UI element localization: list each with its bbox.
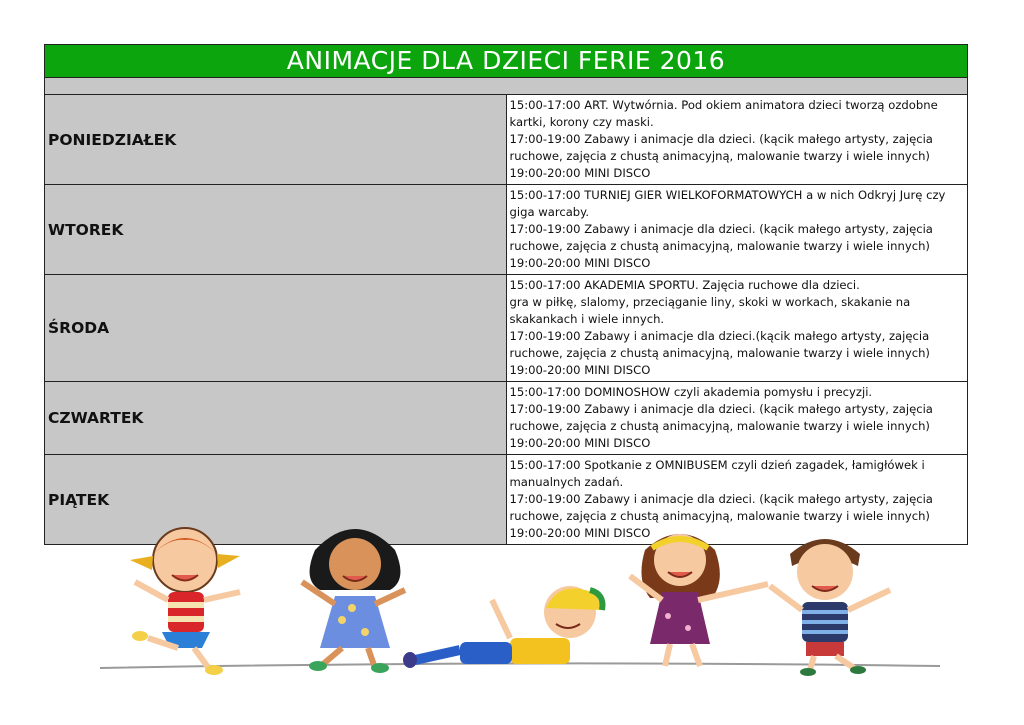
girl-red-shirt-figure bbox=[130, 528, 240, 675]
activity-line: 19:00-20:00 MINI DISCO bbox=[509, 256, 651, 270]
day-name: CZWARTEK bbox=[45, 382, 507, 455]
activity-line: 15:00-17:00 AKADEMIA SPORTU. Zajęcia ruchowe dla dzieci. bbox=[509, 278, 860, 292]
kids-illustration bbox=[90, 520, 950, 720]
boy-lying-figure bbox=[403, 586, 603, 668]
title-row bbox=[45, 45, 968, 78]
girl-blue-dress-figure bbox=[302, 529, 405, 673]
boy-striped-shirt-figure bbox=[770, 539, 890, 676]
activity-line: 17:00-19:00 Zabawy i animacje dla dzieci.(kącik małego artysty, zajęcia ruchowe, zajęcia z chustą animacyjną, malowanie twarzy i wiele innych) bbox=[509, 329, 930, 360]
activity-line: gra w piłkę, slalomy, przeciąganie liny, skoki w workach, skakanie na skakankach i wiele innych. bbox=[509, 295, 911, 326]
day-row bbox=[45, 275, 968, 382]
activity-line: 17:00-19:00 Zabawy i animacje dla dzieci. (kącik małego artysty, zajęcia ruchowe, zajęcia z chustą animacyjną, malowanie twarzy i wiele innych) bbox=[509, 132, 933, 163]
activity-line: 19:00-20:00 MINI DISCO bbox=[509, 363, 651, 377]
activity-line: 17:00-19:00 Zabawy i animacje dla dzieci. (kącik małego artysty, zajęcia ruchowe, zajęcia z chustą animacyjną, malowanie twarzy i wiele innych) bbox=[509, 222, 933, 253]
activity-line: 19:00-20:00 MINI DISCO bbox=[509, 166, 651, 180]
activity-line: 15:00-17:00 TURNIEJ GIER WIELKOFORMATOWYCH a w nich Odkryj Jurę czy giga warcaby. bbox=[509, 188, 946, 219]
schedule-table bbox=[44, 44, 968, 545]
activity-line: 17:00-19:00 Zabawy i animacje dla dzieci. (kącik małego artysty, zajęcia ruchowe, zajęcia z chustą animacyjną, malowanie twarzy i wiele innych) bbox=[509, 492, 933, 523]
girl-purple-dress-figure bbox=[630, 534, 768, 666]
activities-cell bbox=[506, 382, 968, 455]
grey-separator-row bbox=[45, 78, 968, 95]
activity-line: 17:00-19:00 Zabawy i animacje dla dzieci. (kącik małego artysty, zajęcia ruchowe, zajęcia z chustą animacyjną, malowanie twarzy i wiele innych) bbox=[509, 402, 933, 433]
activity-line: 19:00-20:00 MINI DISCO bbox=[509, 436, 651, 450]
activity-line: 15:00-17:00 ART. Wytwórnia. Pod okiem animatora dzieci tworzą ozdobne kartki, korony czy maski. bbox=[509, 98, 938, 129]
grey-separator bbox=[45, 78, 968, 95]
activities-cell bbox=[506, 95, 968, 185]
day-name: WTOREK bbox=[45, 185, 507, 275]
page-title: ANIMACJE DLA DZIECI FERIE 2016 bbox=[45, 45, 968, 78]
day-rows bbox=[45, 95, 968, 545]
day-name: PIĄTEK bbox=[45, 455, 507, 545]
activities-cell bbox=[506, 275, 968, 382]
activity-line: 15:00-17:00 DOMINOSHOW czyli akademia pomysłu i precyzji. bbox=[509, 385, 873, 399]
day-row bbox=[45, 185, 968, 275]
day-row bbox=[45, 382, 968, 455]
day-name: PONIEDZIAŁEK bbox=[45, 95, 507, 185]
day-name: ŚRODA bbox=[45, 275, 507, 382]
day-row bbox=[45, 95, 968, 185]
activity-line: 15:00-17:00 Spotkanie z OMNIBUSEM czyli dzień zagadek, łamigłówek i manualnych zadań. bbox=[509, 458, 925, 489]
activities-cell bbox=[506, 185, 968, 275]
activity-line: 19:00-20:00 MINI DISCO bbox=[509, 526, 651, 540]
